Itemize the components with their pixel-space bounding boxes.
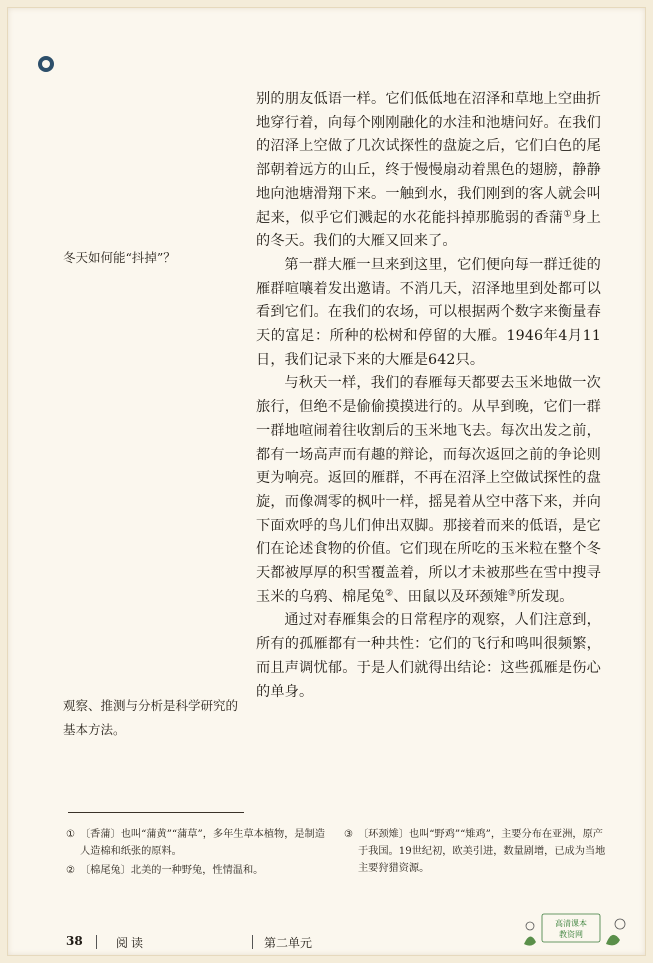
paragraph-3: 与秋天一样，我们的春雁每天都要去玉米地做一次旅行，但绝不是偷偷摸摸进行的。从早到晚，它们一群一群地喧闹着往收割后的玉米地飞去。每次出发之前，都有一场高声而有趣的辩论，而每次返回之前的争论则更为响亮。返回的雁群，不再在沼泽上空做试探性的盘旋，而像凋零的枫叶一样，摇晃着从空中落下来，并向下面欢呼的鸟儿们伸出双脚。那接着而来的低语，是它们在论述食物的价值。它们现在所吃的玉米粒在整个冬天都被厚厚的积雪覆盖着，所以才未被那些在雪中搜寻玉米的乌鸦、棉尾兔②、田鼠以及环颈雉③所发现。 (256, 375, 601, 605)
unit-label: 第二单元 (264, 936, 313, 950)
footnote-3: ③ 〔环颈雉〕也叫“野鸡”“雉鸡”，主要分布在亚洲，原产于我国。19世纪初，欧美引进，数量剧增，已成为当地主要狩猎资源。 (344, 829, 606, 874)
plant-icon (524, 936, 536, 945)
footnote-divider (68, 812, 244, 813)
footer-divider (96, 935, 97, 949)
svg-text:教资网: 教资网 (559, 930, 583, 939)
site-logo (520, 912, 632, 950)
footer-divider (252, 935, 253, 949)
plant-icon (606, 935, 620, 945)
footnote-1: ① 〔香蒲〕也叫“蒲黄”“蒲草”，多年生草本植物，是制造人造棉和纸张的原料。 (66, 829, 325, 857)
footnote-2: ② 〔棉尾兔〕北美的一种野兔，性情温和。 (66, 865, 264, 876)
flower-icon (526, 922, 534, 930)
page-number: 38 (66, 934, 83, 948)
footnotes-left-column (66, 826, 328, 881)
footnote-ref-3[interactable]: ③ (507, 588, 517, 599)
footnote-ref-1[interactable]: ① (563, 208, 573, 219)
footnotes-right-column (344, 826, 606, 879)
flower-icon (615, 919, 625, 929)
textbook-page (8, 8, 645, 955)
book-label: 阅读 (116, 936, 147, 950)
logo-text: 高清课本 (555, 919, 587, 928)
section-marker-icon (38, 56, 54, 72)
paragraph-2: 第一群大雁一旦来到这里，它们便向每一群迁徙的雁群喧嚷着发出邀请。不消几天，沼泽地里到处都可以看到它们。在我们的农场，可以根据两个数字来衡量春天的富足：所种的松树和停留的大雁。1946年4月11日，我们记录下来的大雁是642只。 (256, 256, 601, 368)
paragraph-4: 通过对春雁集会的日常程序的观察，人们注意到，所有的孤雁都有一种共性：它们的飞行和鸣叫很频繁，而且声调忧郁。于是人们就得出结论：这些孤雁是伤心的单身。 (256, 612, 601, 700)
margin-note-method: 观察、推测与分析是科学研究的基本方法。 (63, 698, 239, 737)
paragraph-1: 别的朋友低语一样。它们低低地在沼泽和草地上空曲折地穿行着，向每个刚刚融化的水洼和池塘问好。在我们的沼泽上空做了几次试探性的盘旋之后，它们白色的尾部朝着远方的山丘，终于慢慢扇动着黑色的翅膀，静静地向池塘滑翔下来。一触到水，我们刚到的客人就会叫起来，似乎它们溅起的水花能抖掉那脆弱的香蒲①身上的冬天。我们的大雁又回来了。 (256, 91, 601, 250)
margin-note-question: 冬天如何能“抖掉”？ (63, 250, 176, 265)
footnote-ref-2[interactable]: ② (385, 588, 394, 599)
main-text (256, 88, 601, 704)
